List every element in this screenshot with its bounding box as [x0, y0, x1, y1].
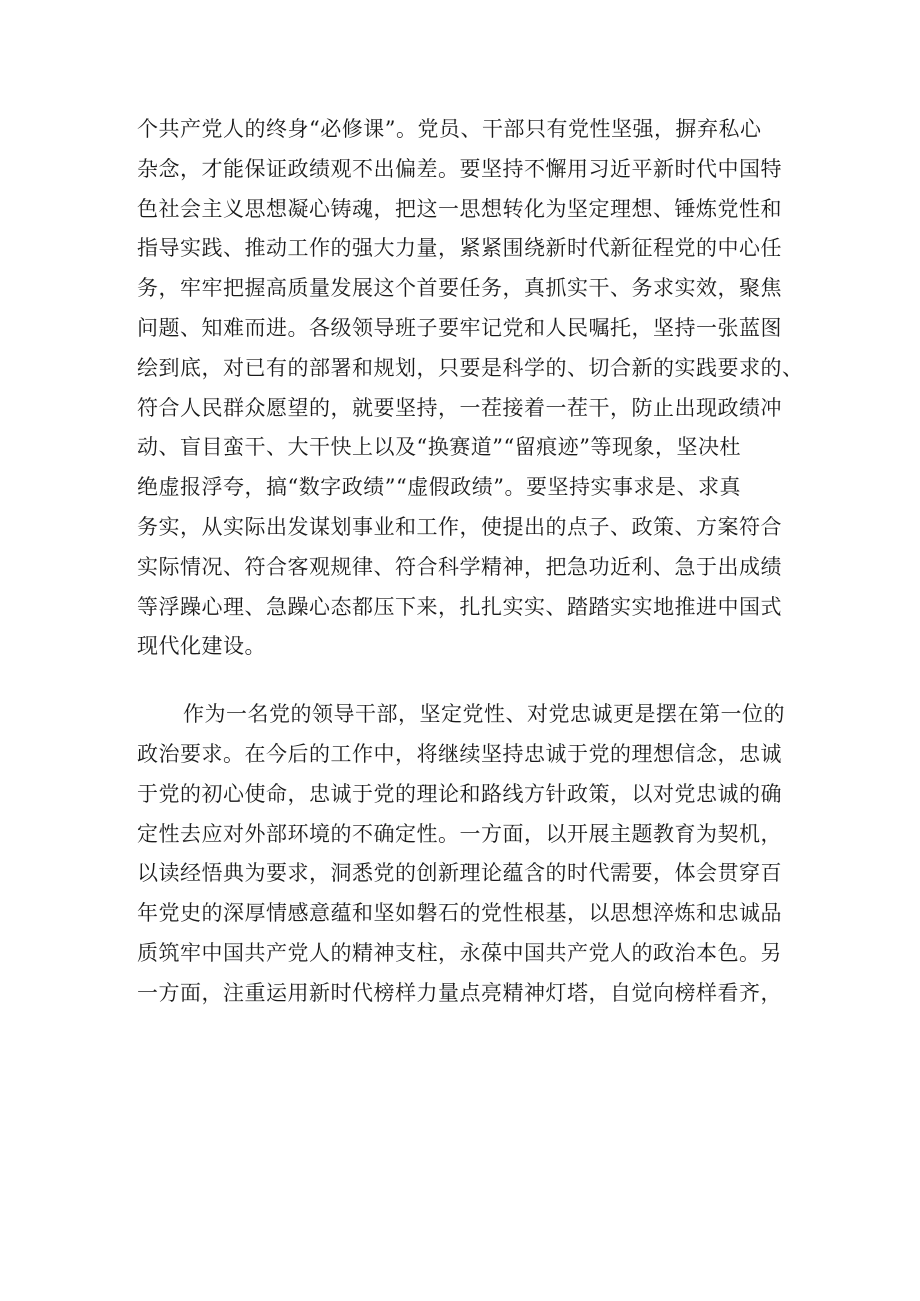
text-line: 指导实践、推动工作的强大力量，紧紧围绕新时代新征程党的中心任: [137, 236, 782, 261]
text-line: 年党史的深厚情感意蕴和坚如磐石的党性根基，以思想淬炼和忠诚品: [137, 901, 782, 926]
text-line: 政治要求。在今后的工作中，将继续坚持忠诚于党的理想信念，忠诚: [137, 741, 782, 766]
text-line: 问题、知难而进。各级领导班子要牢记党和人民嘱托，坚持一张蓝图: [137, 315, 782, 340]
text-line: 以读经悟典为要求，洞悉党的创新理论蕴含的时代需要，体会贯穿百: [137, 861, 782, 886]
text-line: 等浮躁心理、急躁心态都压下来，扎扎实实、踏踏实实地推进中国式: [137, 594, 782, 619]
paragraph-spacer: [137, 667, 817, 695]
text-line-indented: 作为一名党的领导干部，坚定党性、对党忠诚更是摆在第一位的: [183, 702, 785, 727]
document-body: [137, 110, 817, 1014]
text-line: 务，牢牢把握高质量发展这个首要任务，真抓实干、务求实效，聚焦: [137, 276, 782, 301]
text-line: 绝虚报浮夸，搞“数字政绩”“虚假政绩”。要坚持实事求是、求真: [137, 475, 741, 500]
text-line: 动、盲目蛮干、大干快上以及“换赛道”“留痕迹”等现象，坚决杜: [137, 435, 741, 460]
text-line: 符合人民群众愿望的，就要坚持，一茬接着一茬干，防止出现政绩冲: [137, 395, 782, 420]
text-line: 现代化建设。: [137, 634, 266, 659]
text-line: 实际情况、符合客观规律、符合科学精神，把急功近利、急于出成绩: [137, 554, 782, 579]
text-line: 质筑牢中国共产党人的精神支柱，永葆中国共产党人的政治本色。另: [137, 940, 782, 965]
text-line: 杂念，才能保证政绩观不出偏差。要坚持不懈用习近平新时代中国特: [137, 156, 782, 181]
text-line: 务实，从实际出发谋划事业和工作，使提出的点子、政策、方案符合: [137, 514, 782, 539]
text-line: 一方面，注重运用新时代榜样力量点亮精神灯塔，自觉向榜样看齐，: [137, 980, 782, 1005]
text-line: 定性去应对外部环境的不确定性。一方面，以开展主题教育为契机，: [137, 821, 782, 846]
paragraph-2: [137, 695, 817, 1013]
text-line: 绘到底，对已有的部署和规划，只要是科学的、切合新的实践要求的、: [137, 355, 804, 380]
text-line: 色社会主义思想凝心铸魂，把这一思想转化为坚定理想、锤炼党性和: [137, 196, 782, 221]
paragraph-1: [137, 110, 817, 667]
text-line: 个共产党人的终身“必修课”。党员、干部只有党性坚强，摒弃私心: [137, 117, 762, 141]
text-line: 于党的初心使命，忠诚于党的理论和路线方针政策，以对党忠诚的确: [137, 781, 782, 806]
